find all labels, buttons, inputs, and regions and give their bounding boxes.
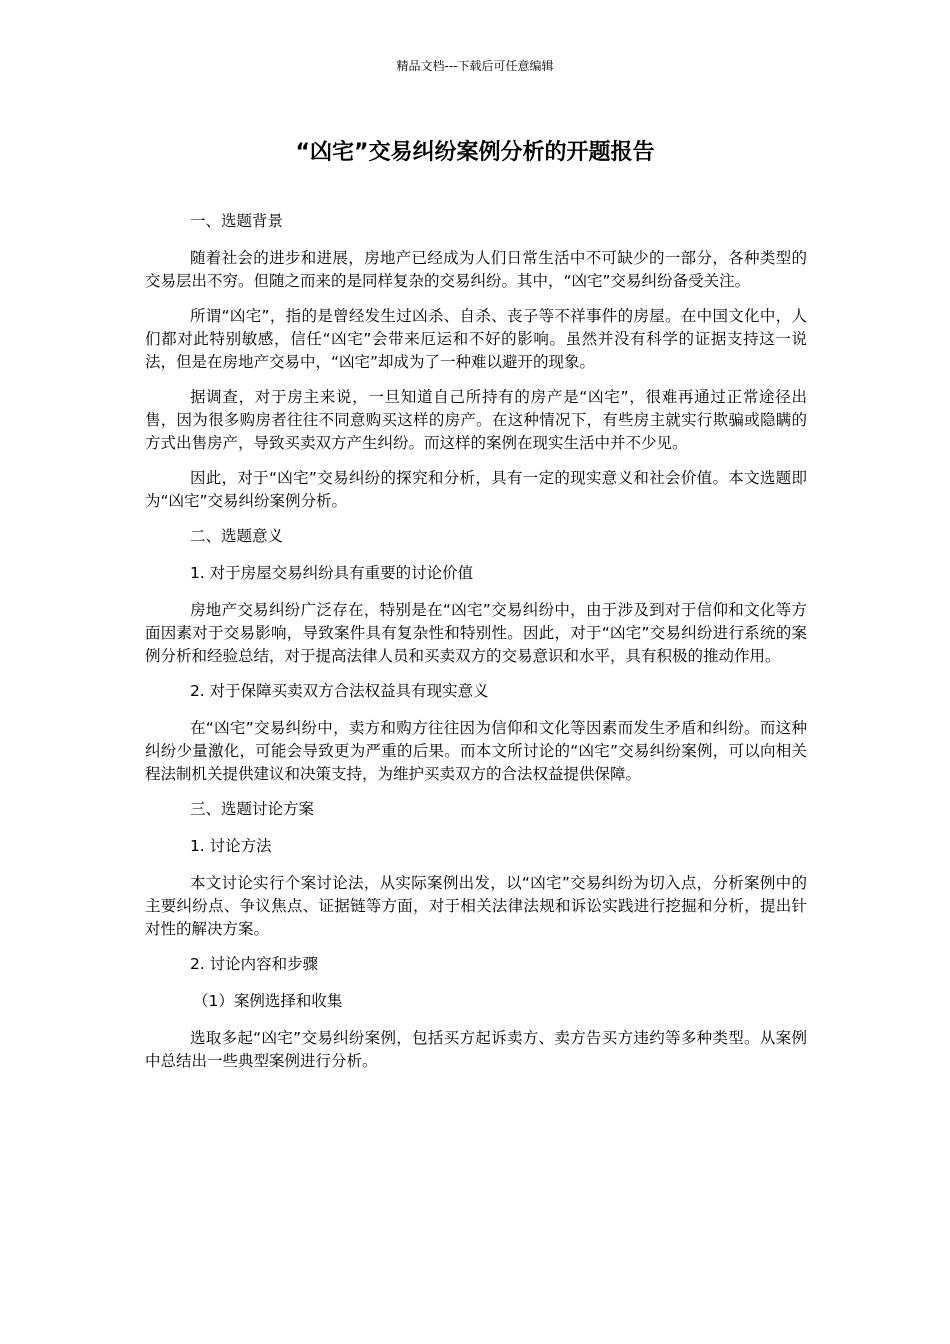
section-1-paragraph-2: 所谓“凶宅”，指的是曾经发生过凶杀、自杀、丧子等不祥事件的房屋。在中国文化中，人们都对此特别敏感，信任“凶宅”会带来厄运和不好的影响。虽然并没有科学的证据支持这一说法，但是在房地产交易中，“凶宅”却成为了一种难以避开的现象。 bbox=[145, 307, 807, 371]
section-1-heading: 一、选题背景 bbox=[189, 212, 283, 230]
section-3-subheading-3: （1）案例选择和收集 bbox=[193, 992, 343, 1010]
section-2-paragraph-2: 在“凶宅”交易纠纷中，卖方和购方往往因为信仰和文化等因素而发生矛盾和纠纷。而这种纠纷少量激化，可能会导致更为严重的后果。而本文所讨论的“凶宅”交易纠纷案例，可以向相关程法制机关提供建议和决策支持，为维护买卖双方的合法权益提供保障。 bbox=[145, 719, 807, 783]
section-3-paragraph-2: 选取多起“凶宅”交易纠纷案例，包括买方起诉卖方、卖方告买方违约等多种类型。从案例中总结出一些典型案例进行分析。 bbox=[145, 1029, 807, 1070]
section-2-subheading-2: 2. 对于保障买卖双方合法权益具有现实意义 bbox=[189, 682, 489, 700]
document-body bbox=[145, 210, 807, 1085]
document-title: “凶宅”交易纠纷案例分析的开题报告 bbox=[295, 140, 655, 165]
section-1-paragraph-4: 因此，对于“凶宅”交易纠纷的探究和分析，具有一定的现实意义和社会价值。本文选题即为“凶宅”交易纠纷案例分析。 bbox=[145, 469, 807, 510]
page-header-note: 精品文档---下载后可任意编辑 bbox=[396, 59, 554, 73]
section-3-paragraph-1: 本文讨论实行个案讨论法，从实际案例出发，以“凶宅”交易纠纷为切入点，分析案例中的主要纠纷点、争议焦点、证据链等方面，对于相关法律法规和诉讼实践进行挖掘和分析，提出针对性的解决方案。 bbox=[145, 874, 807, 938]
section-3-subheading-2: 2. 讨论内容和步骤 bbox=[189, 955, 319, 973]
section-2-heading: 二、选题意义 bbox=[189, 527, 283, 545]
section-1-paragraph-3: 据调查，对于房主来说，一旦知道自己所持有的房产是“凶宅”，很难再通过正常途径出售，因为很多购房者往往不同意购买这样的房产。在这种情况下，有些房主就实行欺骗或隐瞒的方式出售房产，导致买卖双方产生纠纷。而这样的案例在现实生活中并不少见。 bbox=[145, 388, 807, 452]
section-3-subheading-1: 1. 讨论方法 bbox=[189, 837, 272, 855]
section-2-paragraph-1: 房地产交易纠纷广泛存在，特别是在“凶宅”交易纠纷中，由于涉及到对于信仰和文化等方面因素对于交易影响，导致案件具有复杂性和特别性。因此，对于“凶宅”交易纠纷进行系统的案例分析和经验总结，对于提高法律人员和买卖双方的交易意识和水平，具有积极的推动作用。 bbox=[145, 601, 807, 665]
section-1-paragraph-1: 随着社会的进步和进展，房地产已经成为人们日常生活中不可缺少的一部分，各种类型的交易层出不穷。但随之而来的是同样复杂的交易纠纷。其中，“凶宅”交易纠纷备受关注。 bbox=[145, 249, 807, 290]
section-3-heading: 三、选题讨论方案 bbox=[189, 800, 314, 818]
section-2-subheading-1: 1. 对于房屋交易纠纷具有重要的讨论价值 bbox=[189, 564, 474, 582]
